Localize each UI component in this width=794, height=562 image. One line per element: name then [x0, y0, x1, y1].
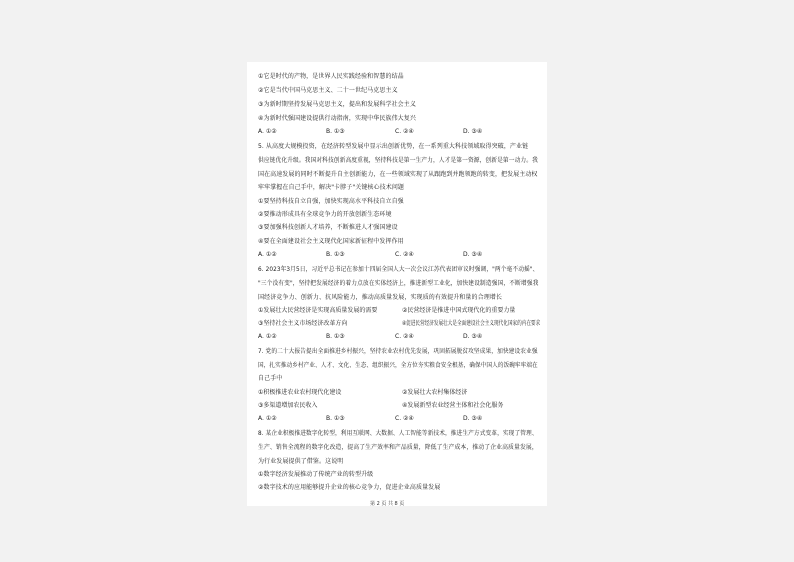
q5-item-2: ②要推动形成具有全球竞争力的开放创新生态环境: [258, 211, 392, 218]
q8-stem-line-3: 为行业发展提供了借鉴。这说明: [258, 458, 344, 465]
q8-item-1: ①数字经济发展推动了传统产业的转型升级: [258, 471, 374, 478]
q5-option-b: B. ①③: [326, 251, 345, 258]
q4-item-2: ②它是当代中国马克思主义、二十一世纪马克思主义: [258, 87, 398, 94]
q6-option-d: D. ③④: [463, 333, 483, 340]
q7-stem-line-1: 7. 党的二十大报告提出全面推进乡村振兴，坚持农业农村优先发展，巩固拓展脱贫攻坚成果，加快建设农业强: [258, 348, 538, 355]
q7-option-c: C. ②④: [395, 415, 414, 422]
q6-stem-line-3: 国经济竞争力、创新力、抗风险能力，推动高质量发展，实现质的有效提升和量的合理增长: [258, 294, 503, 301]
q6-option-a: A. ①②: [258, 333, 277, 340]
q7-item-2: ②发展壮大农村集体经济: [402, 389, 468, 396]
q6-item-4: ④促进民营经济发展壮大是全面建设社会主义现代化国家的内在要求: [402, 320, 541, 327]
q4-option-a: A. ①②: [258, 128, 277, 135]
q6-item-3: ③坚持社会主义市场经济改革方向: [258, 320, 348, 327]
q5-option-c: C. ②④: [395, 251, 414, 258]
q4-item-3: ③为新时期坚持发展马克思主义，提出和发展科学社会主义: [258, 101, 416, 108]
q4-item-1: ①它是时代的产物，是世界人民实践经验和智慧的结晶: [258, 73, 404, 80]
q8-stem-line-1: 8. 某企业积极推进数字化转型，利用互联网、大数据、人工智能等新技术，推进生产方式变革，实现了管理、: [258, 430, 538, 437]
q5-item-1: ①要坚持科技自立自强，加快实现高水平科技自立自强: [258, 198, 404, 205]
q7-item-3: ③多渠道增加农民收入: [258, 402, 318, 409]
q5-item-4: ④要在全面建设社会主义现代化国家新征程中发挥作用: [258, 238, 404, 245]
q7-item-4: ④发展新型农业经营主体和社会化服务: [402, 402, 504, 409]
q5-option-a: A. ①②: [258, 251, 277, 258]
q5-stem-line-1: 5. 从高度大规模投资，在经济转型发展中显示出创新优势，在一系列重大科技领域取得突破，产业链: [258, 143, 529, 150]
q4-option-b: B. ①③: [326, 128, 345, 135]
page-footer: 第 2 页 共 8 页: [370, 501, 405, 507]
q4-option-d: D. ③④: [463, 128, 483, 135]
q5-stem-line-4: 牢牢掌握在自己手中，解决"卡脖子"关键核心技术问题: [258, 184, 405, 191]
q5-option-d: D. ③④: [463, 251, 483, 258]
q7-stem-line-2: 国，扎实推动乡村产业、人才、文化、生态、组织振兴，全方位夯实粮食安全根基，确保中国人的饭碗牢牢端在: [258, 362, 538, 369]
q6-stem-line-2: "三个没有变"，坚持把发展经济的着力点放在实体经济上，推进新型工业化，加快建设制造强国，不断增强我: [258, 280, 539, 287]
q7-option-d: D. ③④: [463, 415, 483, 422]
q7-option-a: A. ①②: [258, 415, 277, 422]
q5-item-3: ③要加强科技创新人才培养，不断推进人才强国建设: [258, 224, 398, 231]
q4-item-4: ④为新时代强国建设提供行动指南，实现中华民族伟大复兴: [258, 115, 416, 122]
q7-item-1: ①积极推进农业农村现代化建设: [258, 389, 342, 396]
q8-item-2: ②数字技术的应用能够提升企业的核心竞争力，促进企业高质量发展: [258, 484, 441, 491]
q4-option-c: C. ②④: [395, 128, 414, 135]
q6-item-1: ①发展壮大民营经济是实现高质量发展的需要: [258, 307, 378, 314]
q6-stem-line-1: 6. 2023年3月5日，习近平总书记在参加十四届全国人大一次会议江苏代表团审议时强调，"两个毫不动摇"、: [258, 266, 539, 273]
q6-option-b: B. ①③: [326, 333, 345, 340]
q6-item-2: ②民营经济是推进中国式现代化的重要力量: [402, 307, 516, 314]
q6-option-c: C. ②④: [395, 333, 414, 340]
q5-stem-line-3: 国在高速发展的同时不断提升自主创新能力，在一些领域实现了从跟跑到并跑领跑的转变，把发展主动权: [258, 171, 538, 178]
q7-stem-line-3: 自己手中: [258, 375, 283, 382]
q8-stem-line-2: 生产、销售全流程的数字化改造，提高了生产效率和产品质量，降低了生产成本，推动了企业高质量发展，: [258, 444, 538, 451]
q7-option-b: B. ①③: [326, 415, 345, 422]
q5-stem-line-2: 供应链优化升级。我国对科技创新高度重视，坚持科技是第一生产力，人才是第一资源，创新是第一动力。我: [258, 157, 538, 164]
